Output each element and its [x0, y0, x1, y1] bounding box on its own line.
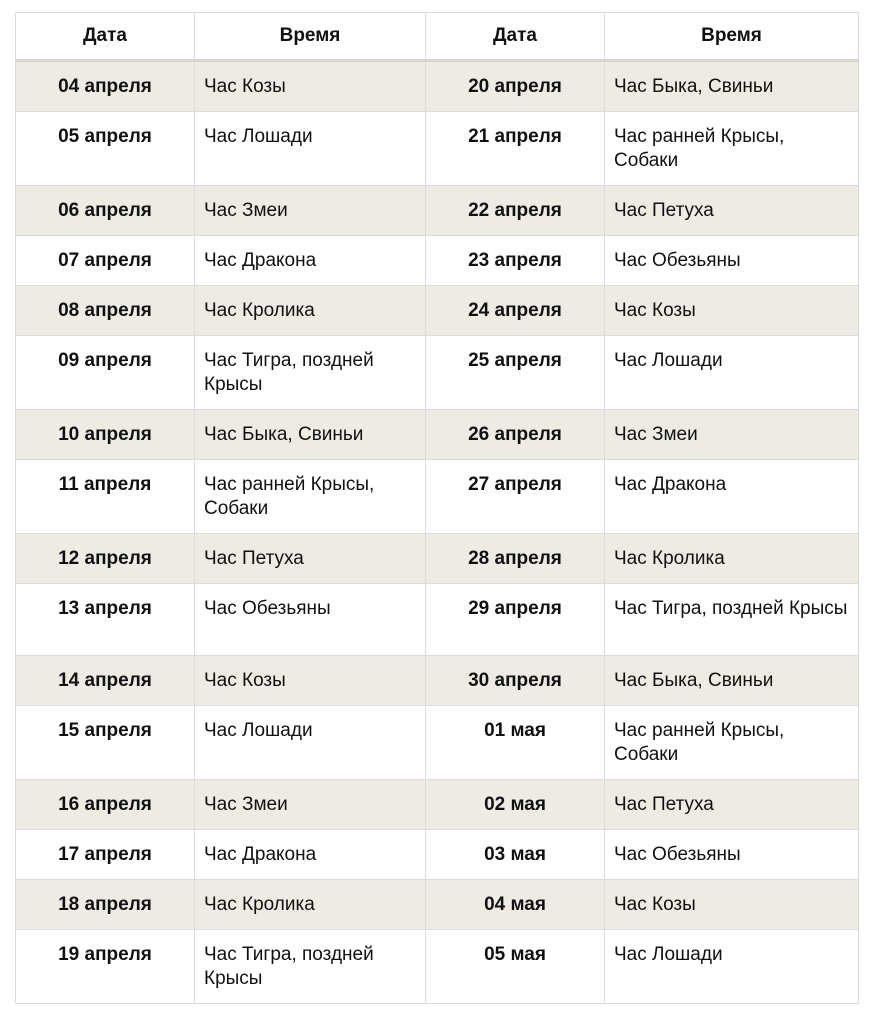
- date-cell: 28 апреля: [426, 534, 605, 584]
- table-row: [16, 336, 859, 410]
- time-cell: Час Дракона: [605, 460, 859, 534]
- date-cell: 04 мая: [426, 880, 605, 930]
- table-row: [16, 286, 859, 336]
- table-row: [16, 112, 859, 186]
- date-cell: 10 апреля: [16, 410, 195, 460]
- date-cell: 05 апреля: [16, 112, 195, 186]
- table-row: [16, 236, 859, 286]
- date-cell: 03 мая: [426, 830, 605, 880]
- date-cell: 02 мая: [426, 780, 605, 830]
- time-cell: Час Змеи: [195, 186, 426, 236]
- time-cell: Час Змеи: [605, 410, 859, 460]
- date-cell: 16 апреля: [16, 780, 195, 830]
- time-cell: Час Лошади: [195, 112, 426, 186]
- time-cell: Час Кролика: [195, 286, 426, 336]
- date-cell: 14 апреля: [16, 656, 195, 706]
- time-cell: Час Лошади: [605, 930, 859, 1004]
- schedule-table: [15, 12, 859, 1004]
- time-cell: Час Козы: [605, 880, 859, 930]
- time-cell: Час Быка, Свиньи: [605, 61, 859, 112]
- date-cell: 01 мая: [426, 706, 605, 780]
- date-cell: 09 апреля: [16, 336, 195, 410]
- time-cell: Час Обезьяны: [605, 236, 859, 286]
- time-cell: Час Змеи: [195, 780, 426, 830]
- table-row: [16, 706, 859, 780]
- date-cell: 12 апреля: [16, 534, 195, 584]
- time-cell: Час Дракона: [195, 236, 426, 286]
- date-cell: 25 апреля: [426, 336, 605, 410]
- date-cell: 21 апреля: [426, 112, 605, 186]
- header-date-1: Дата: [16, 13, 195, 61]
- date-cell: 20 апреля: [426, 61, 605, 112]
- header-time-2: Время: [605, 13, 859, 61]
- table-row: [16, 186, 859, 236]
- time-cell: Час Кролика: [605, 534, 859, 584]
- table-row: [16, 534, 859, 584]
- date-cell: 07 апреля: [16, 236, 195, 286]
- time-cell: Час ранней Крысы, Собаки: [195, 460, 426, 534]
- date-cell: 17 апреля: [16, 830, 195, 880]
- date-cell: 24 апреля: [426, 286, 605, 336]
- time-cell: Час Кролика: [195, 880, 426, 930]
- date-cell: 13 апреля: [16, 584, 195, 656]
- date-cell: 26 апреля: [426, 410, 605, 460]
- table-row: [16, 930, 859, 1004]
- date-cell: 11 апреля: [16, 460, 195, 534]
- date-cell: 19 апреля: [16, 930, 195, 1004]
- time-cell: Час Лошади: [195, 706, 426, 780]
- table-row: [16, 460, 859, 534]
- time-cell: Час Петуха: [195, 534, 426, 584]
- time-cell: Час Тигра, поздней Крысы: [195, 336, 426, 410]
- time-cell: Час Обезьяны: [605, 830, 859, 880]
- header-date-2: Дата: [426, 13, 605, 61]
- date-cell: 29 апреля: [426, 584, 605, 656]
- time-cell: Час Тигра, поздней Крысы: [605, 584, 859, 656]
- time-cell: Час ранней Крысы, Собаки: [605, 706, 859, 780]
- time-cell: Час Козы: [195, 656, 426, 706]
- date-cell: 15 апреля: [16, 706, 195, 780]
- time-cell: Час Лошади: [605, 336, 859, 410]
- time-cell: Час Козы: [605, 286, 859, 336]
- time-cell: Час Быка, Свиньи: [195, 410, 426, 460]
- date-cell: 23 апреля: [426, 236, 605, 286]
- time-cell: Час Петуха: [605, 186, 859, 236]
- time-cell: Час Петуха: [605, 780, 859, 830]
- header-time-1: Время: [195, 13, 426, 61]
- table-row: [16, 410, 859, 460]
- date-cell: 04 апреля: [16, 61, 195, 112]
- time-cell: Час Тигра, поздней Крысы: [195, 930, 426, 1004]
- table-row: [16, 830, 859, 880]
- time-cell: Час ранней Крысы, Собаки: [605, 112, 859, 186]
- date-cell: 05 мая: [426, 930, 605, 1004]
- time-cell: Час Дракона: [195, 830, 426, 880]
- table-row: [16, 656, 859, 706]
- date-cell: 30 апреля: [426, 656, 605, 706]
- table-header-row: [16, 13, 859, 61]
- table-row: [16, 880, 859, 930]
- date-cell: 08 апреля: [16, 286, 195, 336]
- date-cell: 22 апреля: [426, 186, 605, 236]
- date-cell: 18 апреля: [16, 880, 195, 930]
- time-cell: Час Быка, Свиньи: [605, 656, 859, 706]
- table-row: [16, 584, 859, 656]
- table-row: [16, 780, 859, 830]
- time-cell: Час Обезьяны: [195, 584, 426, 656]
- table-row: [16, 61, 859, 112]
- date-cell: 06 апреля: [16, 186, 195, 236]
- time-cell: Час Козы: [195, 61, 426, 112]
- date-cell: 27 апреля: [426, 460, 605, 534]
